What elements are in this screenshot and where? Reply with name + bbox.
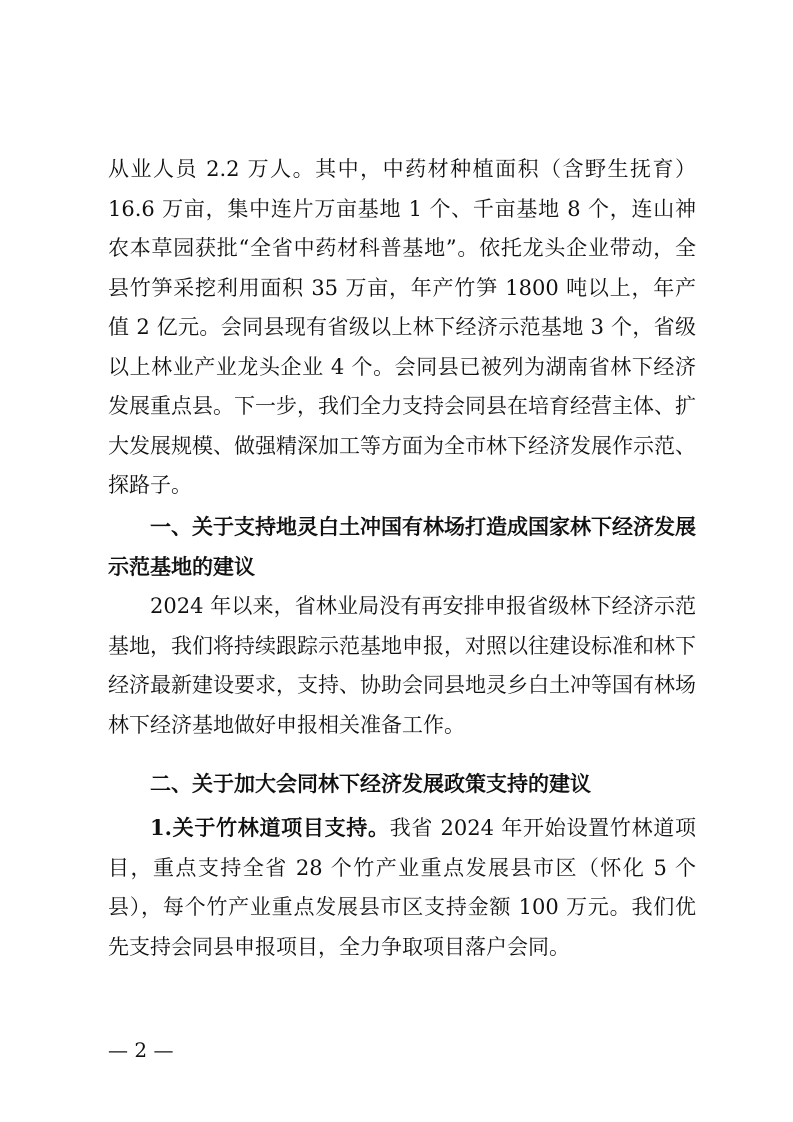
paragraph-3-lead: 1.关于竹林道项目支持。	[150, 815, 390, 840]
body-paragraph-2: 2024 年以来，省林业局没有再安排申报省级林下经济示范基地，我们将持续跟踪示范基地申报，对照以往建设标准和林下经济最新建设要求，支持、协助会同县地灵乡白土冲等国有林场林下经济基地做好申报相关准备工作。	[108, 594, 696, 737]
paragraph-3-body: 我省 2024 年开始设置竹林道项目，重点支持全省 28 个竹产业重点发展县市区（怀化 5 个县），每个竹产业重点发展县市区支持金额 100 万元。我们优先支持会同县申报项目，全力争取项目落户会同。	[108, 816, 696, 959]
page-number: — 2 —	[108, 1038, 174, 1062]
body-paragraph-3	[108, 808, 696, 967]
body-paragraph-1: 从业人员 2.2 万人。其中，中药材种植面积（含野生抚育）16.6 万亩，集中连片万亩基地 1 个、千亩基地 8 个，连山神农本草园获批“全省中药材科普基地”。依托龙头企业带动，全县竹笋采挖利用面积 35 万亩，年产竹笋 1800 吨以上，年产值 2 亿元。会同县现有省级以上林下经济示范基地 3 个，省级以上林业产业龙头企业 4 个。会同县已被列为湖南省林下经济发展重点县。下一步，我们全力支持会同县在培育经营主体、扩大发展规模、做强精深加工等方面为全市林下经济发展作示范、探路子。	[108, 157, 696, 497]
section-heading-1: 一、关于支持地灵白土冲国有林场打造成国家林下经济发展示范基地的建议	[108, 515, 696, 579]
section-heading-2: 二、关于加大会同林下经济发展政策支持的建议	[150, 772, 591, 796]
